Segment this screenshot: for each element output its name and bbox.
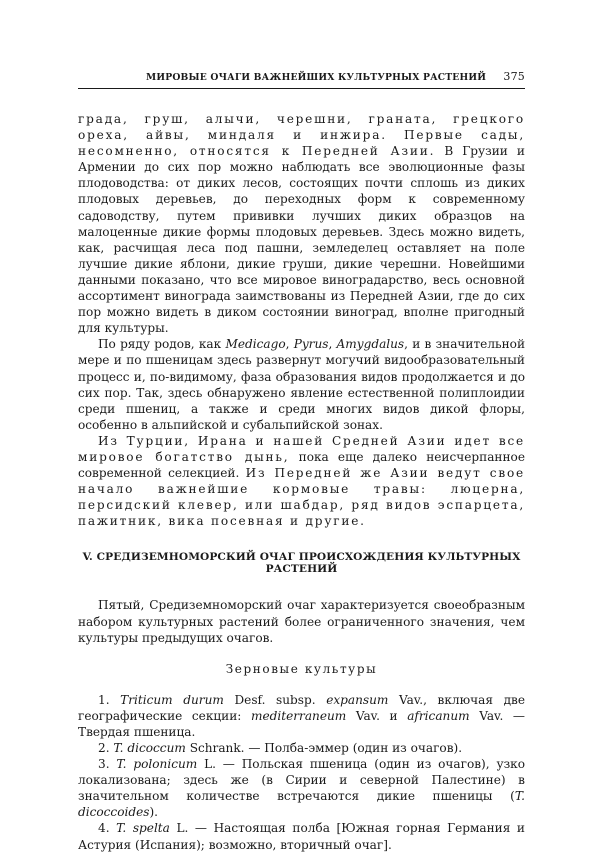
item-number: 4. [98,821,117,836]
item-number: 3. [98,757,117,772]
species-name: T. dicoccum [113,741,186,755]
section-name: africanum [407,708,470,723]
crop-list [78,692,525,853]
item-text: Vav. — Твердая пшеница. [78,708,525,739]
list-item [78,756,525,820]
item-text: Desf. subsp. [223,692,327,707]
section-name: mediterraneum [251,708,347,723]
paragraph-spaced-text: Из Турции, Ирана и нашей Средней Азии идет все мировое богатство дынь, [78,433,525,464]
item-text: L. — Польская пшеница (один из очагов), узко локализована; здесь же (в Сирии и северной Палестине) в значительном количестве встречаются дикие пшеницы ( [78,757,526,804]
genus-name: Pyrus [293,337,329,352]
paragraph-melons-forage [78,433,525,530]
page-body [78,111,525,853]
running-title: МИРОВЫЕ ОЧАГИ ВАЖНЕЙШИХ КУЛЬТУРНЫХ РАСТЕНИЙ [146,72,487,83]
species-name: Triticum durum [120,692,224,707]
separator: , [328,337,337,352]
section-heading: V. СРЕДИЗЕМНОМОРСКИЙ ОЧАГ ПРОИСХОЖДЕНИЯ КУЛЬТУРНЫХ РАСТЕНИЙ [82,551,521,576]
paragraph-spaced-text: града, груш, алычи, черешни, граната, грецкого ореха, айвы, миндаля и инжира. Первые сады, несомненно, относятся к Передней Азии. [78,112,525,159]
sub-heading: Зерновые культуры [225,661,378,676]
item-text: ). [149,805,159,820]
genus-name: Medicago [225,337,286,352]
list-item [78,740,525,756]
page-number: 375 [503,70,525,83]
subspecies-name: expansum [326,692,389,707]
item-text: Vav. и [346,708,408,723]
paragraph-fruit-trees [78,111,525,336]
paragraph-speciation [78,336,525,433]
species-name: T. dicoccoides [78,789,525,820]
list-item [78,692,525,740]
item-number: 1. [98,692,121,707]
paragraph-text: В Грузии и Армении до сих пор можно наблюдать все эволюционные фазы плодоводства: от диких лесов, состоящих почти сплошь из диких плодовых деревьев, до переходных форм к современному садоводству, путем прививки лучших диких образцов на малоценные дикие формы плодовых деревьев. Здесь можно видеть, как, расчищая леса под пашни, земледелец оставляет на поле лучшие дикие яблони, дикие груши, дикие черешни. Новейшими данными показано, что все мировое виноградарство, весь основной ассортимент винограда заимствованы из Передней Азии, где до сих пор можно видеть в диком состоянии виноград, вполне пригодный для культуры. [78,144,525,336]
paragraph-text: пока еще далеко неисчерпанное современной селекцией. [78,449,525,481]
paragraph-text: По ряду родов, как [98,337,226,352]
section-intro: Пятый, Средиземноморский очаг характеризуется своеобразным набором культурных растений более ограниченного значения, чем культуры предыдущих очагов. [78,598,525,645]
species-name: T. spelta [116,821,170,836]
item-number: 2. [98,741,114,755]
item-text: Schrank. — Полба-эммер (один из очагов). [185,741,463,755]
separator: , [285,337,294,352]
book-page [78,70,525,853]
paragraph-spaced-text: Из Передней же Азии ведут свое начало важнейшие кормовые травы: люцерна, персидский клевер, или шабдар, ряд видов эспарцета, пажитник, вика посевная и другие. [78,466,525,529]
item-text: L. — Настоящая полба [Южная горная Германия и Астурия (Испания); возможно, вторичный очаг]. [78,821,525,852]
paragraph-text: , и в значительной мере и по пшеницам здесь развернут могучий видообразовательный процесс и, по-видимому, фаза образования видов продолжается и до сих пор. Так, здесь обнаружено явление естественной полиплоидии среди пшениц, а также и среди многих видов дикой флоры, особенно в альпийской и субальпийской зонах. [78,337,526,432]
list-item [78,820,525,852]
genus-name: Amygdalus [336,337,405,352]
species-name: T. polonicum [116,757,198,772]
running-head [78,70,525,89]
item-text: Vav., включая две географические секции: [78,692,526,723]
